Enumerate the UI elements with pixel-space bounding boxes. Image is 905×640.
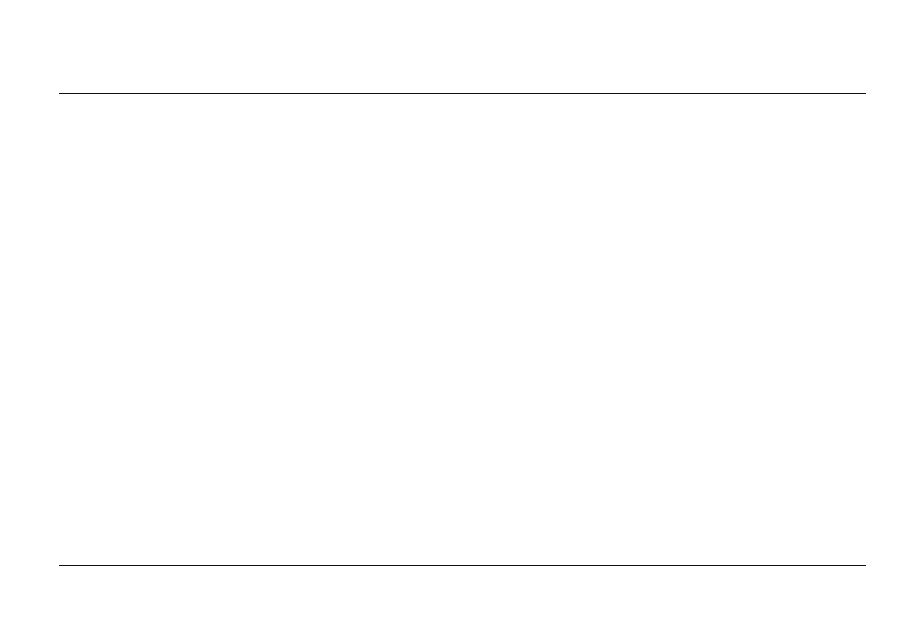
property-table (59, 93, 866, 566)
